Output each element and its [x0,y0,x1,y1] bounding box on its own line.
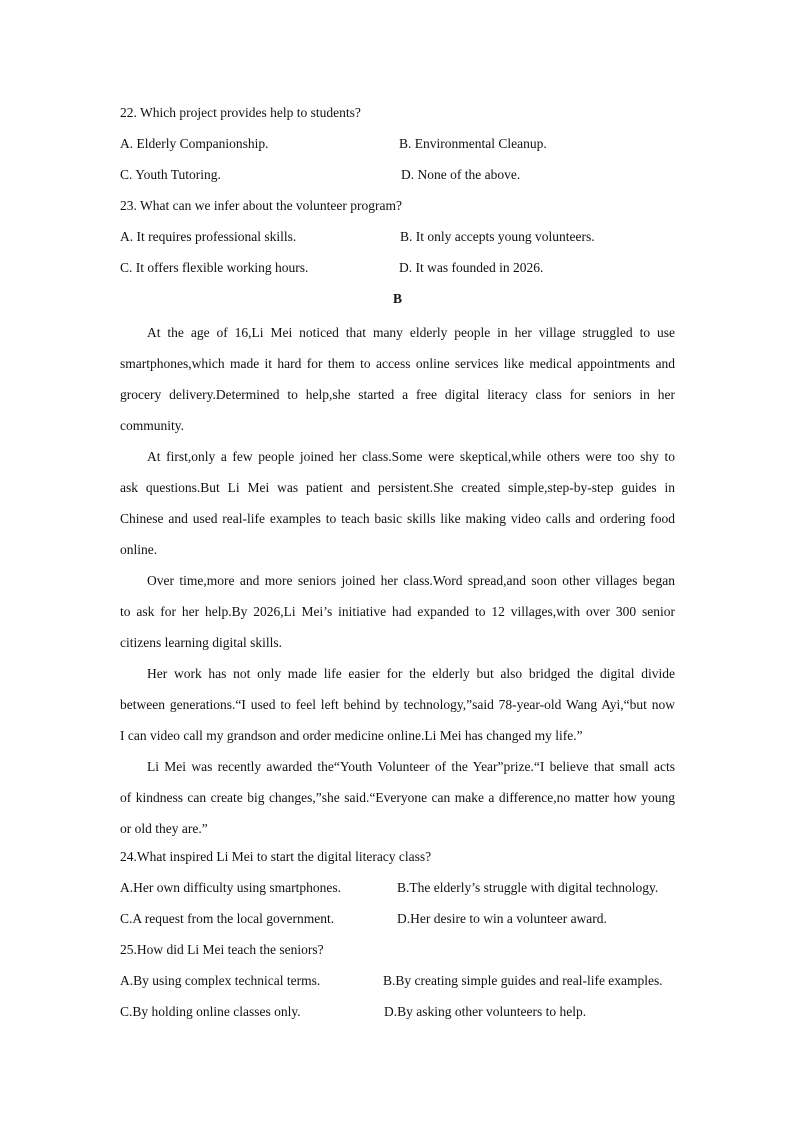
passage-line: At first,only a few people joined her class.Some were skeptical,while others were too shy to [147,449,675,464]
question-25-options-row-1 [120,968,675,999]
passage-line: to ask for her help.By 2026,Li Mei’s initiative had expanded to 12 villages,with over 300 senior [120,604,675,619]
passage-paragraph-3 [120,565,675,658]
exam-page [120,100,675,1030]
passage-paragraph-4 [120,658,675,751]
question-24-options-row-1 [120,875,675,906]
question-22-option-a: A. Elderly Companionship. [120,136,269,151]
passage-line: online. [120,542,158,557]
question-22-option-c: C. Youth Tutoring. [120,167,221,182]
question-22-stem: 22. Which project provides help to students? [120,105,361,120]
question-23-option-a: A. It requires professional skills. [120,229,297,244]
passage-line: At the age of 16,Li Mei noticed that many elderly people in her village struggled to use [147,325,675,340]
question-24-stem: 24.What inspired Li Mei to start the digital literacy class? [120,849,432,864]
passage-line: community. [120,418,184,433]
question-25-option-c: C.By holding online classes only. [120,1004,301,1019]
passage-line: smartphones,which made it hard for them to access online services like medical appointments and [120,356,675,371]
section-b-heading: B [392,291,402,306]
passage-line: Chinese and used real-life examples to teach basic skills like making video calls and ordering food [120,511,675,526]
passage-paragraph-1 [120,317,675,441]
question-25-stem: 25.How did Li Mei teach the seniors? [120,942,324,957]
passage-line: citizens learning digital skills. [120,635,282,650]
question-22-option-d: D. None of the above. [401,167,521,182]
passage-line: Her work has not only made life easier for the elderly but also bridged the digital divide [147,666,675,681]
passage-line: of kindness can create big changes,”she said.“Everyone can make a difference,no matter how young [120,790,675,805]
question-23-options-row-1 [120,224,675,255]
passage-line: I can video call my grandson and order medicine online.Li Mei has changed my life.” [120,728,583,743]
passage-paragraph-2 [120,441,675,565]
question-24-options-row-2 [120,906,675,937]
passage-line: between generations.“I used to feel left behind by technology,”said 78-year-old Wang Ayi,“but now [120,697,675,712]
passage-line: ask questions.But Li Mei was patient and persistent.She created simple,step-by-step guides in [120,480,675,495]
question-22-option-b: B. Environmental Cleanup. [399,136,547,151]
passage-line: or old they are.” [120,821,208,836]
question-24-option-a: A.Her own difficulty using smartphones. [120,880,341,895]
question-24-option-c: C.A request from the local government. [120,911,335,926]
question-25-option-a: A.By using complex technical terms. [120,973,321,988]
question-25-options-row-2 [120,999,675,1030]
passage-line: grocery delivery.Determined to help,she started a free digital literacy class for seniors in her [120,387,675,402]
passage-line: Over time,more and more seniors joined her class.Word spread,and soon other villages began [147,573,675,588]
question-23-stem: 23. What can we infer about the volunteer program? [120,198,403,213]
question-23-options-row-2 [120,255,675,286]
question-24-option-b: B.The elderly’s struggle with digital technology. [397,880,659,895]
question-23-option-b: B. It only accepts young volunteers. [400,229,595,244]
question-25-option-d: D.By asking other volunteers to help. [384,1004,587,1019]
question-23-option-d: D. It was founded in 2026. [399,260,544,275]
question-23-option-c: C. It offers flexible working hours. [120,260,309,275]
passage-line: Li Mei was recently awarded the“Youth Volunteer of the Year”prize.“I believe that small acts [147,759,675,774]
question-25-option-b: B.By creating simple guides and real-life examples. [383,973,663,988]
question-24-option-d: D.Her desire to win a volunteer award. [397,911,607,926]
question-22-options-row-1 [120,131,675,162]
passage-paragraph-5 [120,751,675,844]
question-22-options-row-2 [120,162,675,193]
